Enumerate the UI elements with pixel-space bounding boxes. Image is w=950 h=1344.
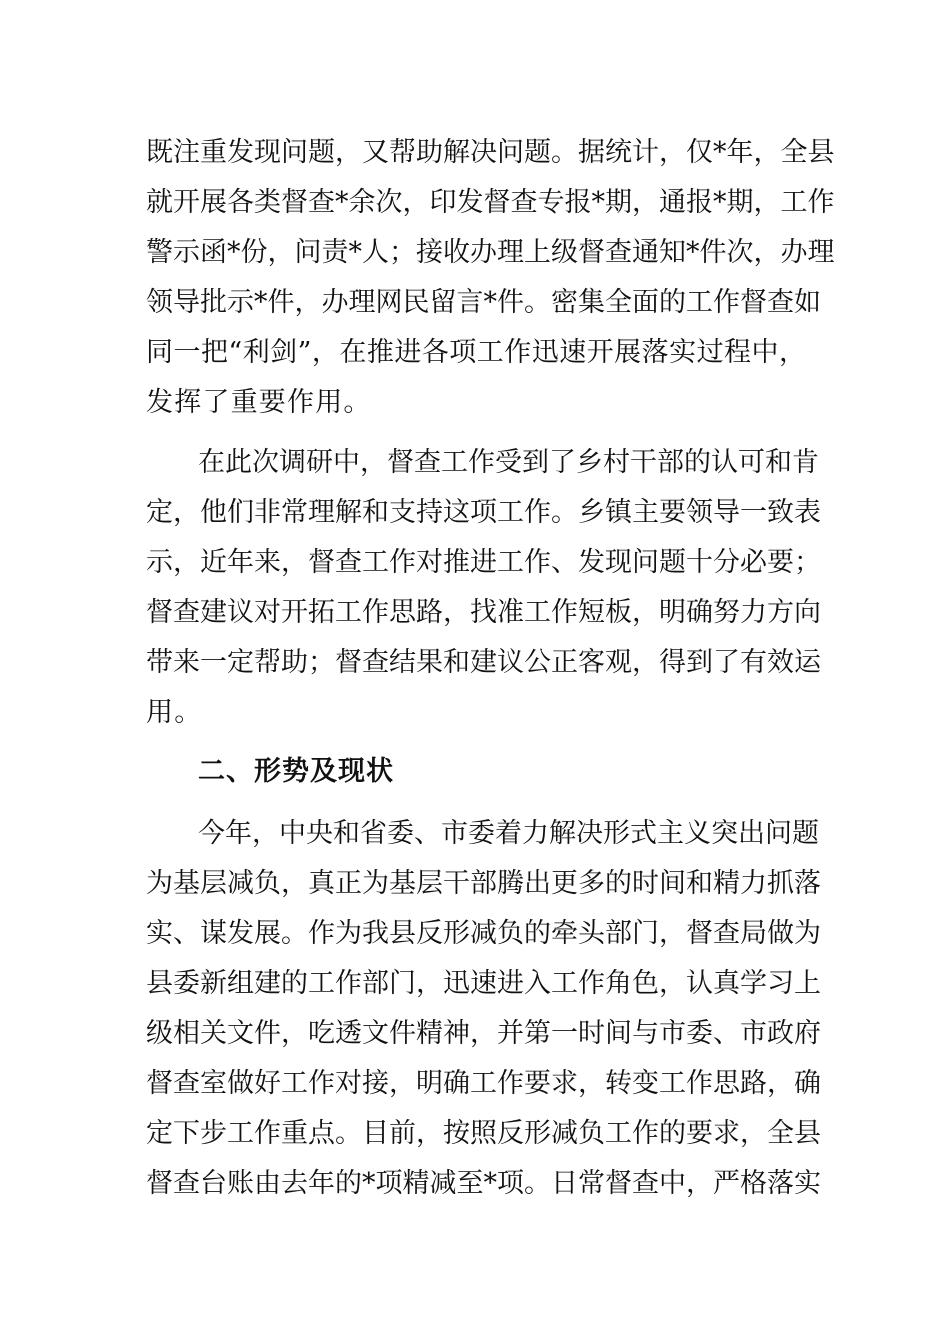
paragraph-1-line-1: 既注重发现问题，又帮助解决问题。据统计，仅*年，全县 xyxy=(146,137,835,168)
paragraph-3-line-7: 定下步工作重点。目前，按照反形减负工作的要求，全县 xyxy=(146,1118,821,1149)
paragraph-1-line-2: 就开展各类督查*余次，印发督查专报*期，通报*期，工作 xyxy=(146,187,835,218)
paragraph-1-line-5: 同一把“利剑”，在推进各项工作迅速开展落实过程中， xyxy=(146,337,806,368)
paragraph-2-line-3: 示，近年来，督查工作对推进工作、发现问题十分必要； xyxy=(146,547,821,578)
paragraph-2-line-1: 在此次调研中，督查工作受到了乡村干部的认可和肯 xyxy=(198,447,819,478)
paragraph-2-line-2: 定，他们非常理解和支持这项工作。乡镇主要领导一致表 xyxy=(146,497,821,528)
section-heading: 二、形势及现状 xyxy=(198,756,394,787)
paragraph-3-line-5: 级相关文件，吃透文件精神，并第一时间与市委、市政府 xyxy=(146,1018,821,1049)
paragraph-2-line-5: 带来一定帮助；督查结果和建议公正客观，得到了有效运 xyxy=(146,647,821,678)
paragraph-2-line-4: 督查建议对开拓工作思路，找准工作短板，明确努力方向 xyxy=(146,597,821,628)
paragraph-3-line-2: 为基层减负，真正为基层干部腾出更多的时间和精力抓落 xyxy=(146,868,821,899)
paragraph-1-line-3: 警示函*份，问责*人；接收办理上级督查通知*件次，办理 xyxy=(146,237,835,268)
paragraph-2-line-6: 用。 xyxy=(146,697,203,728)
paragraph-3-line-1: 今年，中央和省委、市委着力解决形式主义突出问题 xyxy=(198,818,819,849)
paragraph-3-line-4: 县委新组建的工作部门，迅速进入工作角色，认真学习上 xyxy=(146,968,821,999)
paragraph-3-line-3: 实、谋发展。作为我县反形减负的牵头部门，督查局做为 xyxy=(146,918,821,949)
paragraph-3-line-6: 督查室做好工作对接，明确工作要求，转变工作思路，确 xyxy=(146,1068,821,1099)
paragraph-1-line-6: 发挥了重要作用。 xyxy=(146,387,372,418)
paragraph-1-line-4: 领导批示*件，办理网民留言*件。密集全面的工作督查如 xyxy=(146,287,821,318)
paragraph-3-line-8: 督查台账由去年的*项精减至*项。日常督查中，严格落实 xyxy=(146,1168,821,1199)
